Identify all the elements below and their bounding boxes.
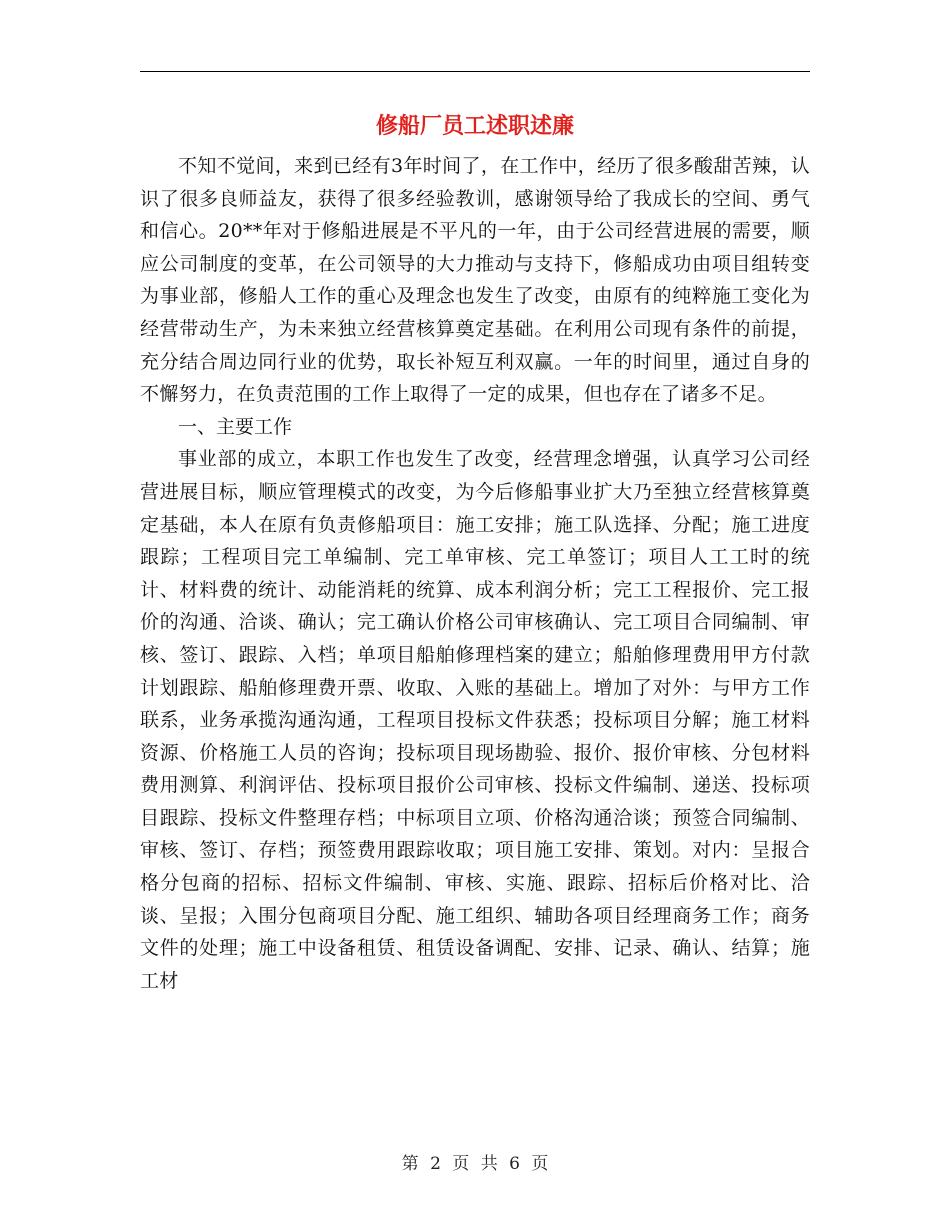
document-title: 修船厂员工述职述廉	[375, 113, 574, 139]
document-body	[140, 150, 810, 997]
main-work-paragraph: 事业部的成立，本职工作也发生了改变，经营理念增强，认真学习公司经营进展目标，顺应管理模式的改变，为今后修船事业扩大乃至独立经营核算奠定基础，本人在原有负责修船项目：施工安排；施工队选择、分配；施工进度跟踪；工程项目完工单编制、完工单审核、完工单签订；项目人工工时的统计、材料费的统计、动能消耗的统算、成本利润分析；完工工程报价、完工报价的沟通、洽谈、确认；完工确认价格公司审核确认、完工项目合同编制、审核、签订、跟踪、入档；单项目船舶修理档案的建立；船舶修理费用甲方付款计划跟踪、船舶修理费开票、收取、入账的基础上。增加了对外：与甲方工作联系，业务承揽沟通沟通，工程项目投标文件获悉；投标项目分解；施工材料资源、价格施工人员的咨询；投标项目现场勘验、报价、报价审核、分包材料费用测算、利润评估、投标项目报价公司审核、投标文件编制、递送、投标项目跟踪、投标文件整理存档；中标项目立项、价格沟通洽谈；预签合同编制、审核、签订、存档；预签费用跟踪收取；项目施工安排、策划。对内：呈报合格分包商的招标、招标文件编制、审核、实施、跟踪、招标后价格对比、洽谈、呈报；入围分包商项目分配、施工组织、辅助各项目经理商务工作；商务文件的处理；施工中设备租赁、租赁设备调配、安排、记录、确认、结算；施工材	[140, 448, 810, 992]
intro-paragraph: 不知不觉间，来到已经有3年时间了，在工作中，经历了很多酸甜苦辣，认识了很多良师益友，获得了很多经验教训，感谢领导给了我成长的空间、勇气和信心。20**年对于修船进展是不平凡的一年，由于公司经营进展的需要，顺应公司制度的变革，在公司领导的大力推动与支持下，修船成功由项目组转变为事业部，修船人工作的重心及理念也发生了改变，由原有的纯粹施工变化为经营带动生产，为未来独立经营核算奠定基础。在利用公司现有条件的前提，充分结合周边同行业的优势，取长补短互利双赢。一年的时间里，通过自身的不懈努力，在负责范围的工作上取得了一定的成果，但也存在了诸多不足。	[140, 155, 810, 406]
page-number: 第 2 页 共 6 页	[401, 1154, 549, 1174]
header-rule	[140, 71, 810, 72]
section-heading: 一、主要工作	[178, 415, 293, 438]
